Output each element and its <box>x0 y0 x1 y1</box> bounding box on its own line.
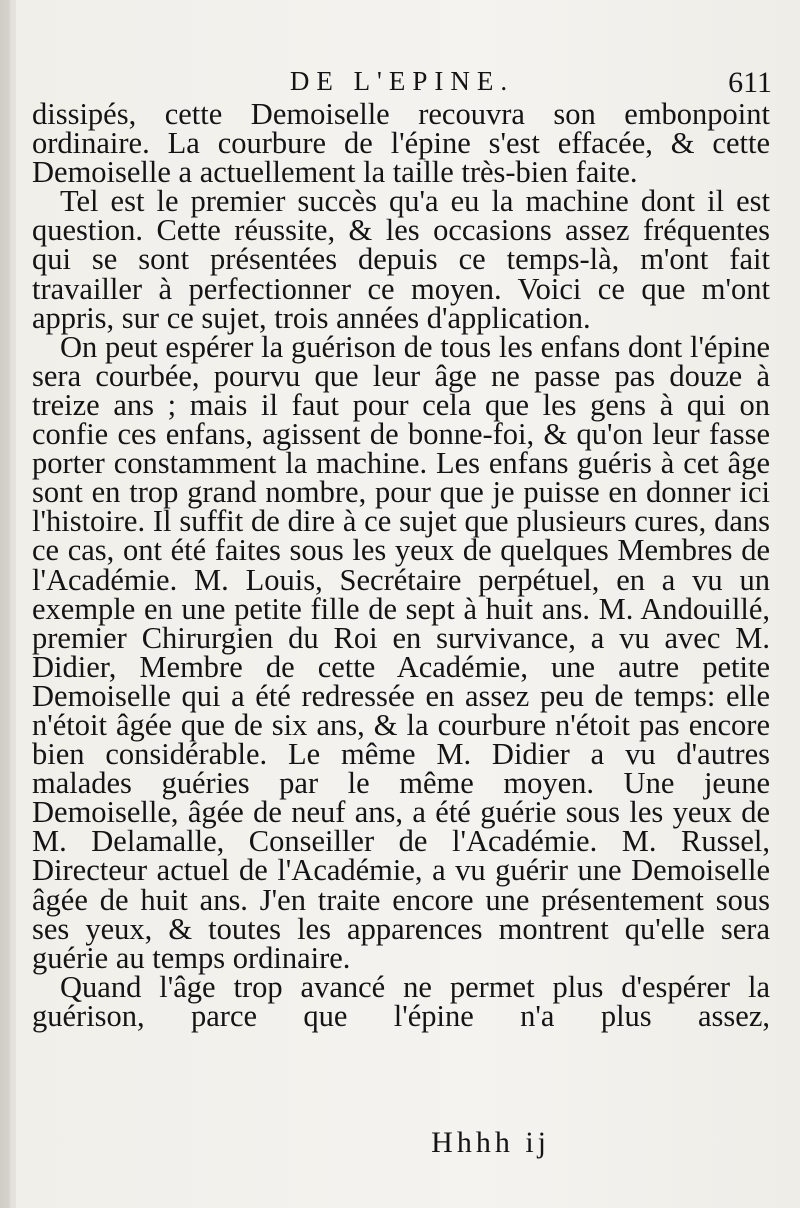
body-text <box>32 97 770 1033</box>
signature-mark: Hhhh ij <box>431 1126 550 1159</box>
paragraph-1: dissipés, cette Demoiselle recouvra son embonpoint ordinaire. La courbure de l'épine s'est effacée, & cette Demoiselle a actuellement la taille très-bien faite. <box>32 97 770 190</box>
paragraph-3: On peut espérer la guérison de tous les enfans dont l'épine sera courbée, pourvu que leur âge ne passe pas douze à treize ans ; mais il faut pour cela que les gens à qui on confie ces enfans, agissent de bonne-foi, & qu'on leur fasse porter constamment la machine. Les enfans guéris à cet âge sont en trop grand nombre, pour que je puisse en donner ici l'histoire. Il suffit de dire à ce sujet que plusieurs cures, dans ce cas, ont été faites sous les yeux de quelques Membres de l'Académie. M. Louis, Secrétaire perpétuel, en a vu un exemple en une petite fille de sept à huit ans. M. Andouillé, premier Chirurgien du Roi en survivance, a vu avec M. Didier, Membre de cette Académie, une autre petite Demoiselle qui a été redressée en assez peu de temps: elle n'étoit âgée que de six ans, & la courbure n'étoit pas encore bien considérable. Le même M. Didier a vu d'autres malades guéries par le même moyen. Une jeune Demoiselle, âgée de neuf ans, a été guérie sous les yeux de M. Delamalle, Conseiller de l'Académie. M. Russel, Directeur actuel de l'Académie, a vu guérir une Demoiselle âgée de huit ans. J'en traite encore une présentement sous ses yeux, & toutes les apparences montrent qu'elle sera guérie au temps ordinaire. <box>32 329 770 975</box>
paragraph-2: Tel est le premier succès qu'a eu la machine dont il est question. Cette réussite, & les occasions assez fréquentes qui se sont présentées depuis ce temps-là, m'ont fait travailler à perfectionner ce moyen. Voici ce que m'ont appris, sur ce sujet, trois années d'application. <box>32 184 770 335</box>
paragraph-4: Quand l'âge trop avancé ne permet plus d'espérer la guérison, parce que l'épine n'a plus assez, <box>32 969 770 1033</box>
page-number: 611 <box>728 66 772 99</box>
running-head: DE L'EPINE. <box>289 66 515 96</box>
